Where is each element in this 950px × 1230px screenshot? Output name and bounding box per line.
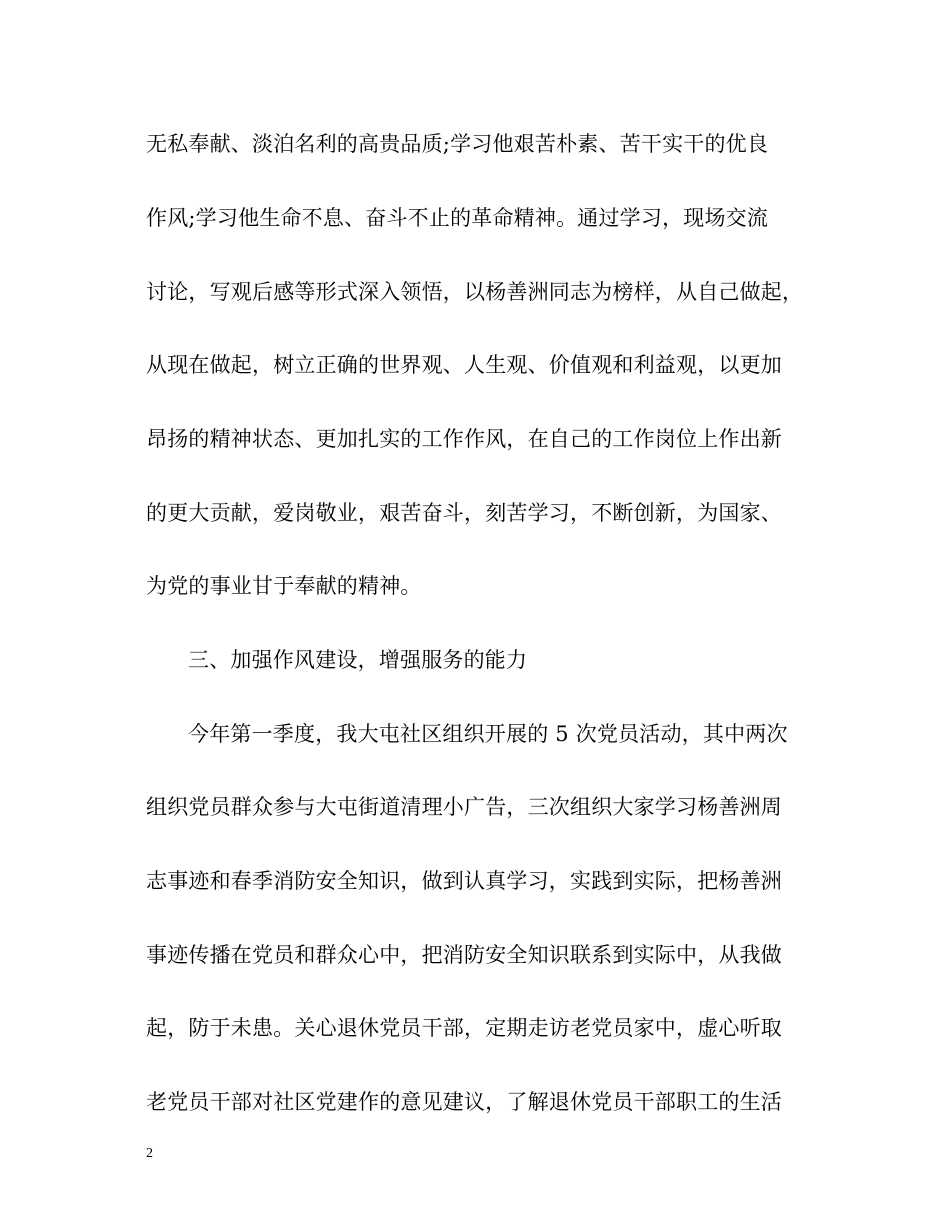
body-text-line: 从现在做起，树立正确的世界观、人生观、价值观和利益观，以更加 [146,353,782,377]
body-text-line: 事迹传播在党员和群众心中，把消防安全知识联系到实际中，从我做 [146,943,782,967]
body-text-line: 的更大贡献，爱岗敬业，艰苦奋斗，刻苦学习，不断创新，为国家、 [146,501,782,525]
body-text-line: 志事迹和春季消防安全知识，做到认真学习，实践到实际，把杨善洲 [146,869,782,893]
body-text-line: 组织党员群众参与大屯街道清理小广告，三次组织大家学习杨善洲周 [146,795,782,819]
body-text-line: 作风;学习他生命不息、奋斗不止的革命精神。通过学习，现场交流 [146,206,769,230]
paragraph-first-line: 今年第一季度，我大屯社区组织开展的 5 次党员活动，其中两次 [188,722,788,746]
body-text-line: 起，防于未患。关心退休党员干部，定期走访老党员家中，虚心听取 [146,1016,782,1040]
body-text-line: 讨论，写观后感等形式深入领悟，以杨善洲同志为榜样，从自己做起， [146,280,804,304]
body-text-line: 昂扬的精神状态、更加扎实的工作作风，在自己的工作岗位上作出新 [146,427,782,451]
body-text-line: 为党的事业甘于奉献的精神。 [146,574,422,598]
body-text-line: 无私奉献、淡泊名利的高贵品质;学习他艰苦朴素、苦干实干的优良 [146,132,769,156]
page-number: 2 [146,1146,153,1161]
section-heading: 三、加强作风建设，增强服务的能力 [188,648,528,672]
body-text-line: 老党员干部对社区党建作的意见建议，了解退休党员干部职工的生活 [146,1090,782,1114]
